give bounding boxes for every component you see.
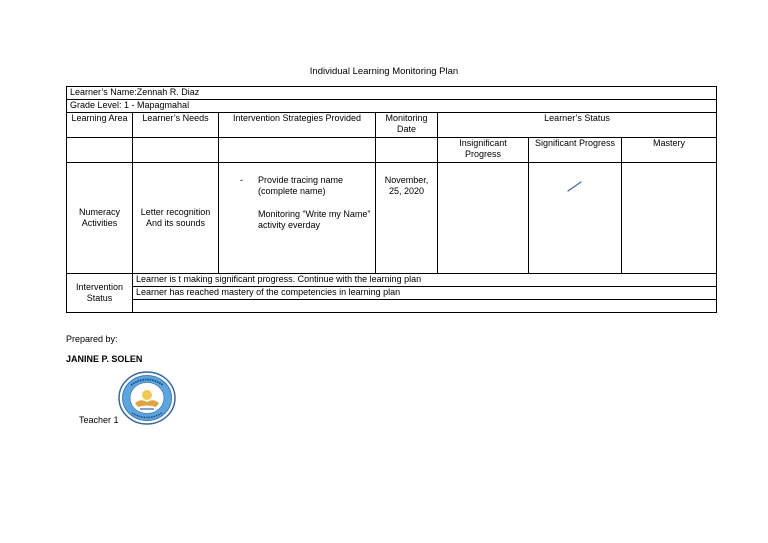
learners-needs-cell: Letter recognition And its sounds [133,163,219,274]
monitoring-table [66,86,717,313]
list-item [222,175,372,197]
prepared-by-label: Prepared by: [66,334,118,344]
empty-cell [133,138,219,163]
header-learners-needs: Learner’s Needs [133,113,219,138]
significant-progress-cell [529,163,622,274]
list-item [222,209,372,231]
grade-level-cell [67,100,717,113]
intervention-status-row [67,300,717,313]
strategy-text: Provide tracing name (complete name) [258,175,344,196]
status-subheader-row [67,138,717,163]
grade-level-value: 1 - Mapagmahal [124,100,190,110]
empty-cell [67,138,133,163]
empty-cell [219,138,376,163]
learner-name-cell [67,87,717,100]
intervention-status-row [67,287,717,300]
empty-cell [376,138,438,163]
intervention-status-label: Intervention Status [67,274,133,313]
intervention-status-line: Learner is t making significant progress. Continue with the learning plan [133,274,717,287]
grade-level-row [67,100,717,113]
intervention-status-line: Learner has reached mastery of the competencies in learning plan [133,287,717,300]
header-significant-progress: Significant Progress [529,138,622,163]
mastery-cell [622,163,717,274]
learner-name-label: Learner’s Name: [70,87,137,97]
check-mark-icon [565,179,585,193]
header-row [67,113,717,138]
signatory-name: JANINE P. SOLEN [66,354,143,364]
header-learning-area: Learning Area [67,113,133,138]
header-intervention-strategies: Intervention Strategies Provided [219,113,376,138]
header-monitoring-date: Monitoring Date [376,113,438,138]
header-mastery: Mastery [622,138,717,163]
strategies-list [222,175,372,231]
strategies-cell [219,163,376,274]
school-seal-icon [118,371,176,425]
grade-level-label: Grade Level: [70,100,125,110]
header-learners-status: Learner’s Status [438,113,717,138]
document-title: Individual Learning Monitoring Plan [309,66,459,77]
strategy-text: Monitoring “Write my Name” activity everday [258,209,371,230]
insignificant-progress-cell [438,163,529,274]
intervention-status-line [133,300,717,313]
table-row [67,163,717,274]
signatory-role: Teacher 1 [79,415,119,425]
learner-name-row [67,87,717,100]
header-insignificant-progress: Insignificant Progress [438,138,529,163]
monitoring-date-cell: November, 25, 2020 [376,163,438,274]
intervention-status-row [67,274,717,287]
list-dash: - [240,175,243,185]
learner-name-value: Zennah R. Diaz [136,87,200,97]
learning-area-cell: Numeracy Activities [67,163,133,274]
